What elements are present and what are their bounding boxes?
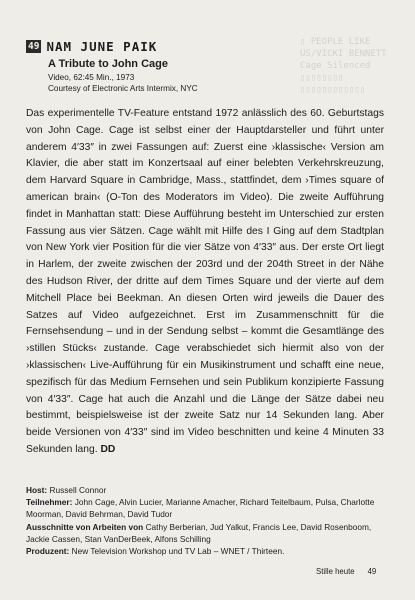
bleed-through-text: ▯ PEOPLE LIKE US/VICKI BENNETT Cage Silenced ▯▯▯▯▯▯▯▯ ▯▯▯▯▯▯▯▯▯▯▯▯ <box>300 37 387 95</box>
section-name: Stille heute <box>316 567 355 576</box>
page-number: 49 <box>367 567 377 576</box>
entry-header <box>26 39 157 54</box>
credit-participants <box>26 496 396 520</box>
body-paragraph <box>26 106 384 459</box>
page-footer <box>316 567 376 576</box>
credit-value: Cathy Berberian, Jud Yalkut, Francis Lee, David Rosenboom, Jackie Cassen, Stan VanDerBeek, Alfons Schilling <box>26 521 372 544</box>
credit-label: Produzent: <box>26 546 70 557</box>
credit-value: John Cage, Alvin Lucier, Marianne Amacher, Richard Teitelbaum, Pulsa, Charlotte Moorman, David Behrman, David Tudor <box>26 497 375 520</box>
author-initials: DD <box>100 443 116 455</box>
credit-host <box>26 484 396 496</box>
credit-label: Ausschnitte von Arbeiten von <box>26 521 144 532</box>
credits <box>26 484 396 557</box>
artist-name: NAM JUNE PAIK <box>46 39 158 54</box>
entry-number: 49 <box>28 41 40 52</box>
work-courtesy: Courtesy of Electronic Arts Intermix, NYC <box>48 84 198 93</box>
body-content: Das experimentelle TV-Feature entstand 1972 anlässlich des 60. Geburtstags von John Cage. Cage ist selbst einer der Hauptdarsteller und führt unter anderem 4′33″ in zwei Fassungen auf: Zuerst eine ›klassische‹ Version am Klavier, die aber statt im Konzertsaal auf einer belebten Verkehrskreuzung, dem Harvard Square in Cambridge, Mass., stattfindet, dem ›Times square of american brain‹ (O-Ton des Moderators im Video). Die zweite Aufführung findet in Manhattan statt: Diese Aufführung besteht im Unterschied zur ersten Fassung aus vier Sätzen. Cage wählt mit Hilfe des I Ging auf dem Stadtplan von New York vier Position für die vier Sätze von 4′33″ aus. Der erste Ort liegt in Harlem, der zweite zwischen der 203rd und der 204th Street in der Nähe des Hudson River, der dritte auf dem Times Square und der vierte auf dem Mitchell Place bei Beekman. An diesen Orten wird jeweils die Dauer des Satzes auf Video aufgezeichnet. Erst im Zusammenschnitt für die Fernsehsendung – und in der Sendung selbst – kommt die Gesamtlänge des ›stillen Stücks‹ zustande. Cage verabschiedet sich hiermit also von der ›klassischen‹ Live-Aufführung für ein Musikinstrument und schafft eine neue, spezifisch für das Medium Fernsehen und sein Publikum konzipierte Fassung von 4′33″. Cage hat auch die Anzahl und die Länge der Sätze dabei neu bestimmt, beispielsweise ist der zweite Satz nur 14 Sekunden lang. Aber beide Versionen von 4′33″ sind im Video beschnitten und keine 4 Minuten 33 Sekunden lang. <box>26 108 384 455</box>
body-text <box>26 106 384 459</box>
credit-producer <box>26 545 396 557</box>
credit-value: New Television Workshop und TV Lab – WNET / Thirteen. <box>71 546 285 557</box>
work-title: A Tribute to John Cage <box>48 58 168 70</box>
work-meta <box>48 72 198 94</box>
credit-label: Host: <box>26 485 48 495</box>
credit-value: Russell Connor <box>49 485 107 495</box>
credit-excerpts <box>26 521 396 545</box>
work-details: Video, 62:45 Min., 1973 <box>48 73 135 82</box>
credit-label: Teilnehmer: <box>26 497 73 508</box>
